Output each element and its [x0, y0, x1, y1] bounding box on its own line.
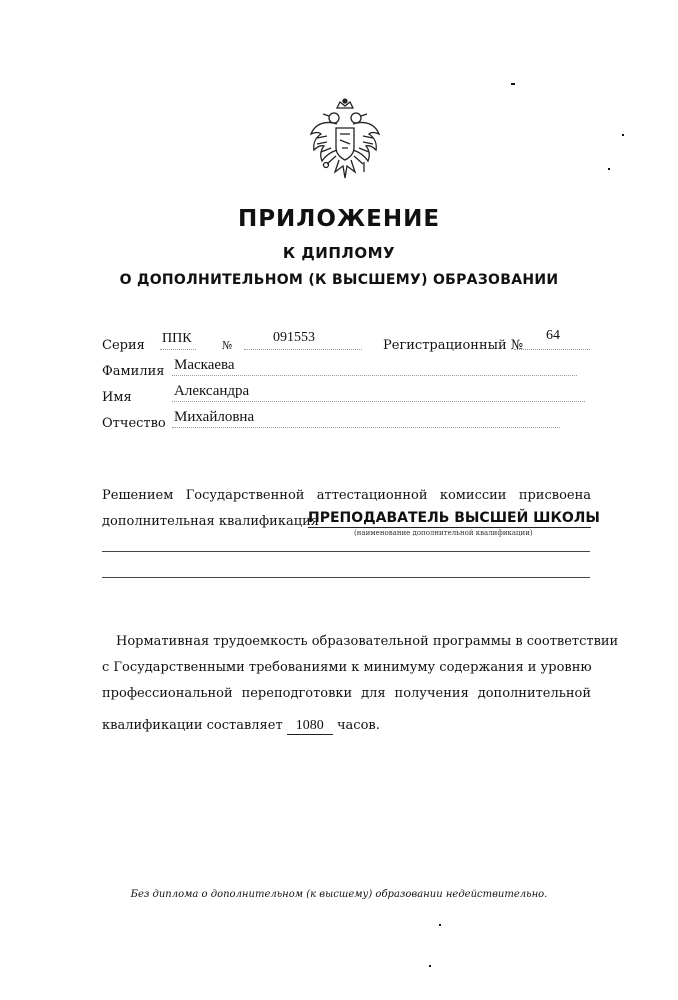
scan-speck	[622, 134, 624, 136]
registration-underline	[514, 349, 590, 350]
blank-line-2	[102, 577, 590, 578]
scan-speck	[439, 924, 441, 926]
norm-line-4-suffix: часов.	[336, 718, 380, 733]
qualification-value: ПРЕПОДАВАТЕЛЬ ВЫСШЕЙ ШКОЛЫ	[308, 510, 600, 526]
number-value: 091553	[273, 330, 315, 345]
scan-speck	[608, 168, 610, 170]
norm-line-3: профессиональной переподготовки для получения дополнительной	[102, 686, 591, 701]
patronymic-underline	[172, 427, 560, 428]
blank-line-1	[102, 551, 590, 552]
number-underline	[244, 349, 362, 350]
number-label: №	[222, 339, 233, 352]
hours-value: 1080	[287, 718, 333, 735]
surname-value: Маскаева	[174, 357, 235, 373]
name-underline	[172, 401, 585, 402]
scan-speck	[511, 83, 515, 85]
validity-note: Без диплома о дополнительном (к высшему) образовании недействительно.	[130, 889, 548, 900]
page-subtitle: К ДИПЛОМУ	[282, 244, 396, 262]
page-title: ПРИЛОЖЕНИЕ	[237, 206, 441, 232]
norm-line-1: Нормативная трудоемкость образовательной программы в соответствии	[116, 634, 619, 649]
series-label: Серия	[102, 338, 145, 353]
norm-line-4-prefix: квалификации составляет	[102, 718, 283, 733]
surname-label: Фамилия	[102, 364, 165, 379]
patronymic-label: Отчество	[102, 416, 166, 431]
scan-speck	[429, 965, 431, 967]
norm-line-2: с Государственными требованиями к минимуму содержания и уровню	[102, 660, 592, 675]
patronymic-value: Михайловна	[174, 409, 255, 425]
norm-line-4	[102, 718, 380, 735]
series-underline	[160, 349, 196, 350]
surname-underline	[172, 375, 577, 376]
decision-line-2-prefix: дополнительная квалификация	[102, 514, 319, 529]
series-value: ППК	[162, 331, 192, 346]
name-label: Имя	[102, 390, 132, 405]
page-subtitle-2: О ДОПОЛНИТЕЛЬНОМ (К ВЫСШЕМУ) ОБРАЗОВАНИИ	[119, 272, 559, 288]
registration-value: 64	[546, 328, 560, 343]
decision-line-1: Решением Государственной аттестационной комиссии присвоена	[102, 488, 591, 503]
registration-label: Регистрационный №	[383, 338, 524, 353]
russian-coat-of-arms-icon	[307, 98, 383, 184]
name-value: Александра	[174, 383, 250, 399]
qualification-caption: (наименование дополнительной квалификации)	[354, 529, 533, 537]
